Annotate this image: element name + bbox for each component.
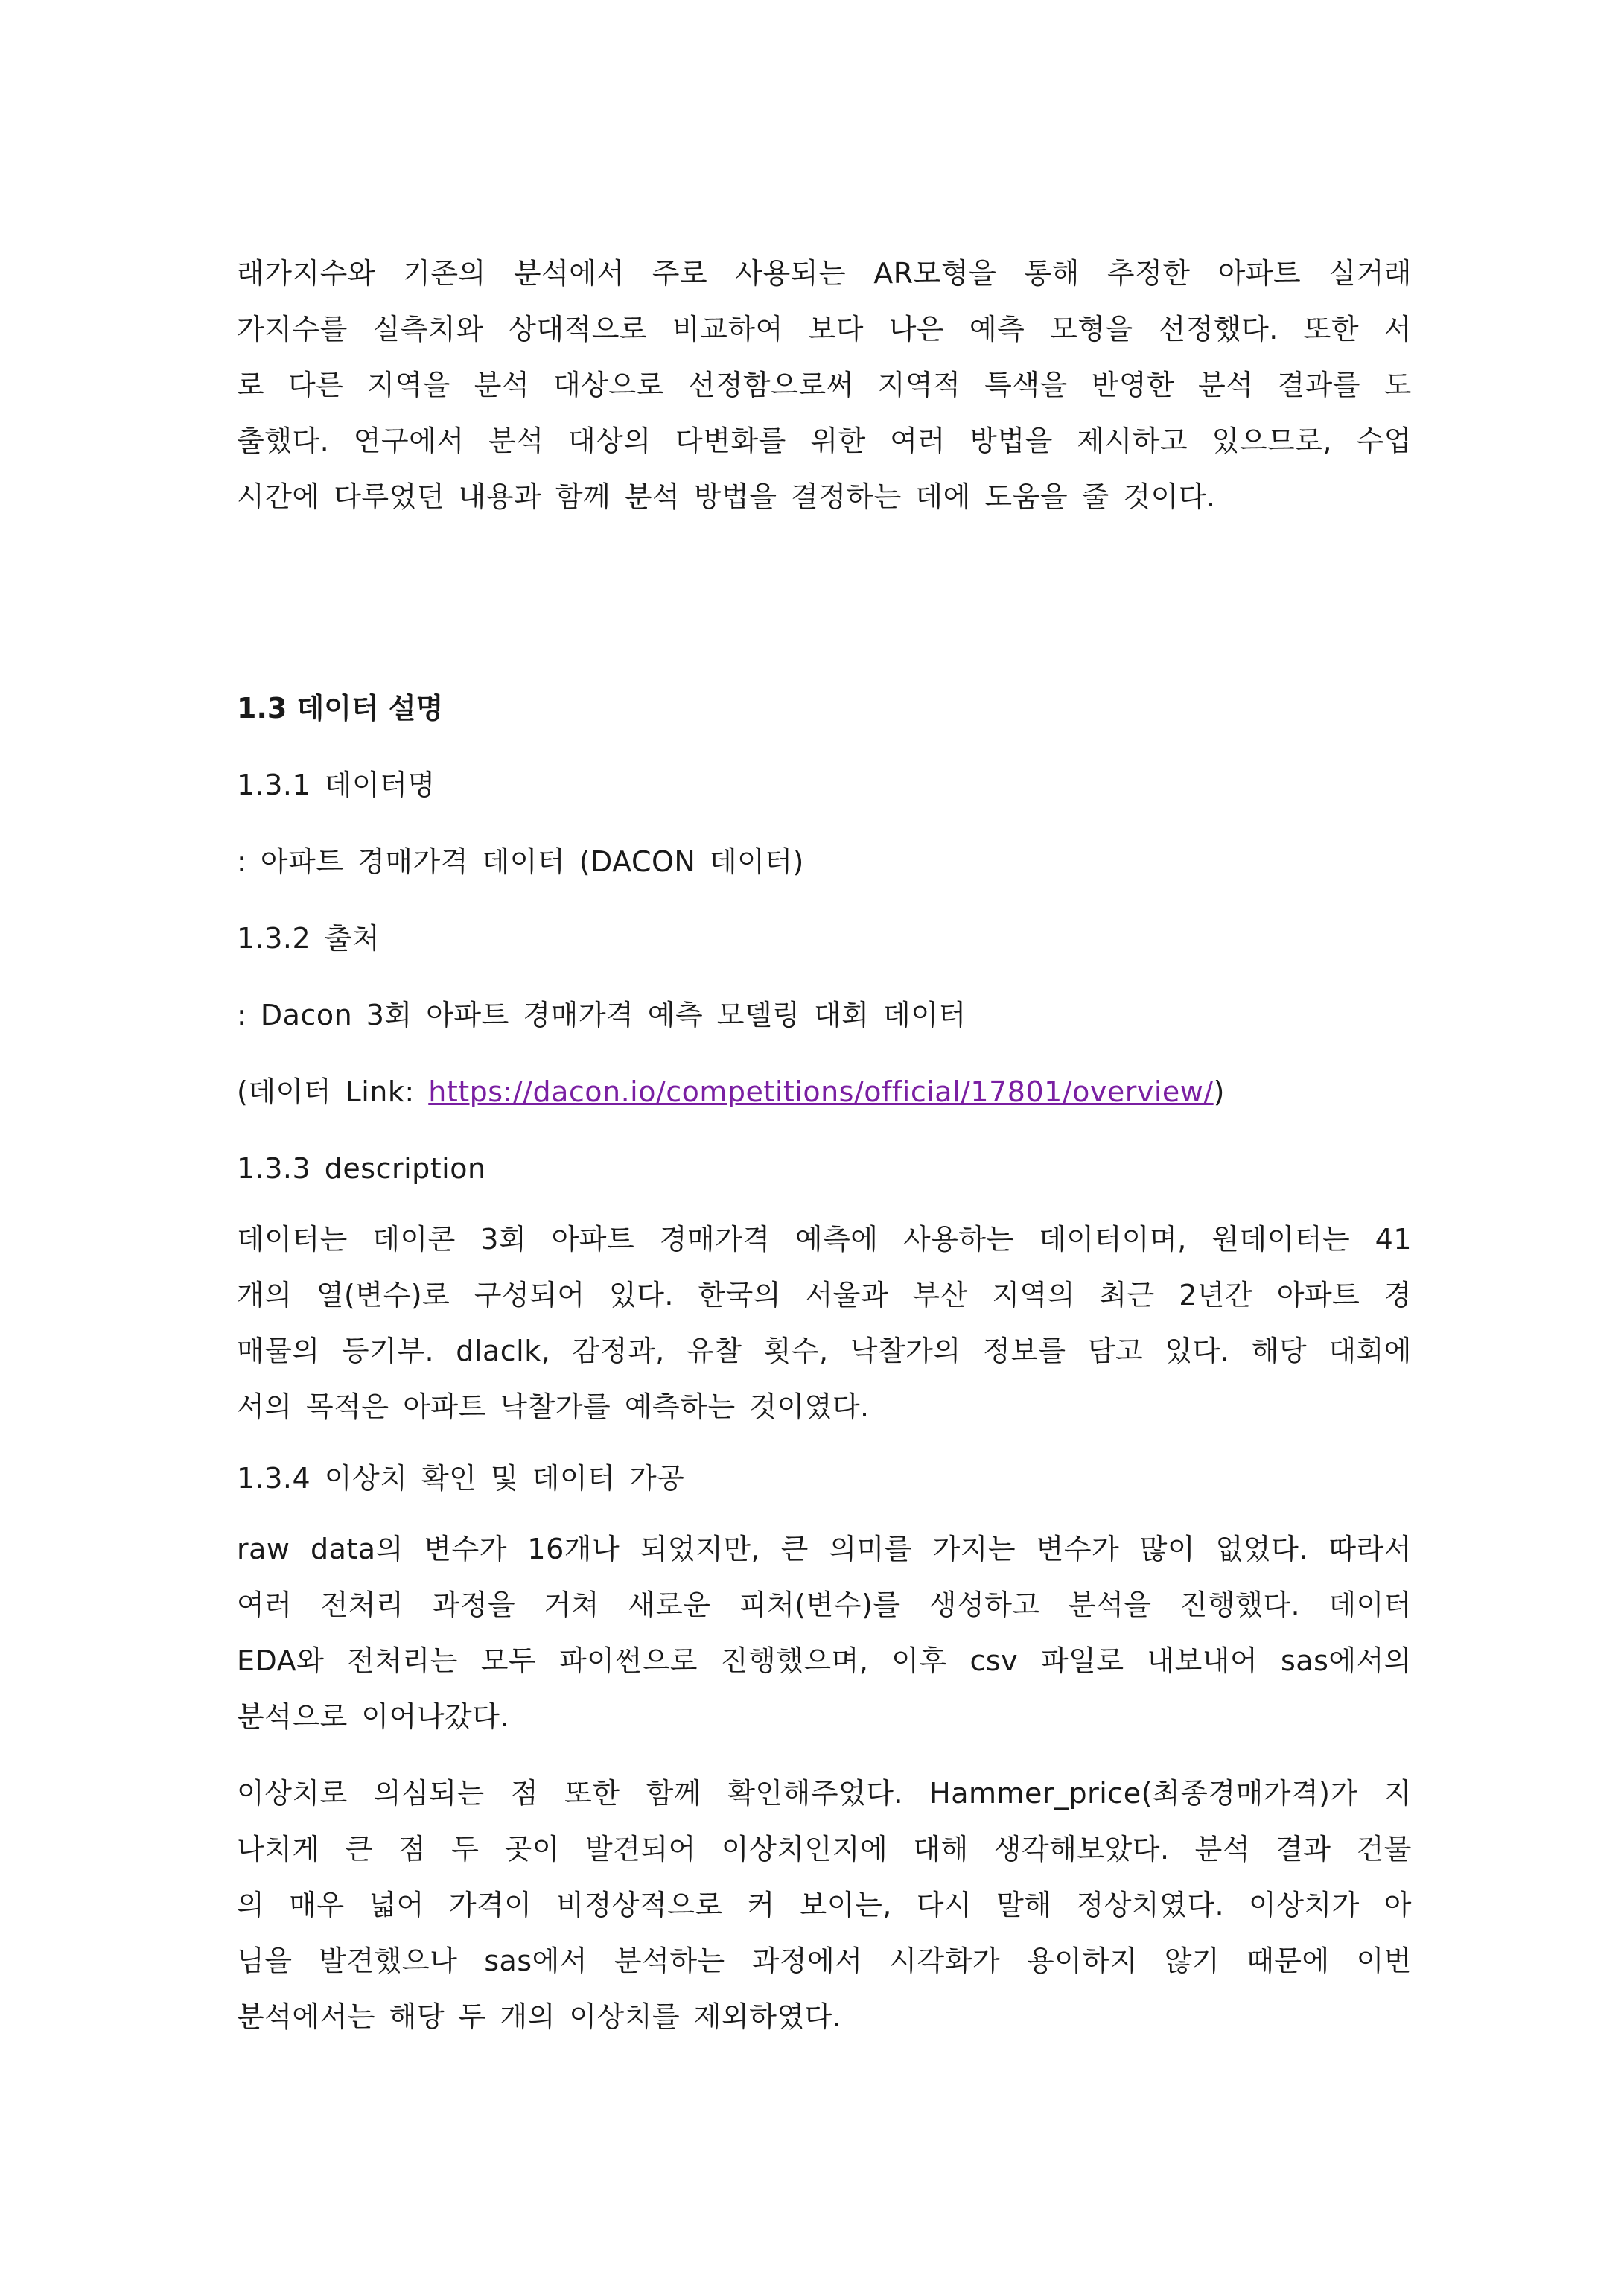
intro-line: 출했다. 연구에서 분석 대상의 다변화를 위한 여러 방법을 제시하고 있으므로, 수업 [237, 424, 1412, 457]
outliers-line: raw data의 변수가 16개나 되었지만, 큰 의미를 가지는 변수가 많이 없었다. 따라서 [237, 1533, 1412, 1565]
outliers-line: 이상치로 의심되는 점 또한 함께 확인해주었다. Hammer_price(최종경매가격)가 지 [237, 1777, 1412, 1810]
subsection-text-source: : Dacon 3회 아파트 경매가격 예측 모델링 대회 데이터 [237, 999, 967, 1031]
description-line: 매물의 등기부. dlaclk, 감정과, 유찰 횟수, 낙찰가의 정보를 담고 있다. 해당 대회에 [237, 1335, 1412, 1367]
outliers-line: 나치게 큰 점 두 곳이 발견되어 이상치인지에 대해 생각해보았다. 분석 결과 건물 [237, 1833, 1412, 1866]
outliers-line: 분석에서는 해당 두 개의 이상치를 제외하였다. [237, 2000, 842, 2033]
intro-line: 시간에 다루었던 내용과 함께 분석 방법을 결정하는 데에 도움을 줄 것이다. [237, 480, 1216, 513]
section-title: 1.3 데이터 설명 [237, 692, 444, 725]
intro-line: 래가지수와 기존의 분석에서 주로 사용되는 AR모형을 통해 추정한 아파트 실거래 [237, 257, 1412, 290]
outliers-line: EDA와 전처리는 모두 파이썬으로 진행했으며, 이후 csv 파일로 내보내어 sas에서의 [237, 1644, 1412, 1677]
description-line: 데이터는 데이콘 3회 아파트 경매가격 예측에 사용하는 데이터이며, 원데이터는 41 [237, 1223, 1412, 1256]
subsection-text-data-name: : 아파트 경매가격 데이터 (DACON 데이터) [237, 845, 804, 878]
intro-line: 가지수를 실측치와 상대적으로 비교하여 보다 나은 예측 모형을 선정했다. 또한 서 [237, 313, 1412, 346]
outliers-line: 의 매우 넓어 가격이 비정상적으로 커 보이는, 다시 말해 정상치였다. 이상치가 아 [237, 1889, 1412, 1921]
subsection-title-outliers: 1.3.4 이상치 확인 및 데이터 가공 [237, 1462, 685, 1495]
description-line: 서의 목적은 아파트 낙찰가를 예측하는 것이였다. [237, 1390, 870, 1423]
outliers-line: 여러 전처리 과정을 거쳐 새로운 피처(변수)를 생성하고 분석을 진행했다. 데이터 [237, 1589, 1412, 1621]
intro-paragraph [237, 246, 1412, 525]
intro-line: 로 다른 지역을 분석 대상으로 선정함으로써 지역적 특색을 반영한 분석 결과를 도 [237, 369, 1412, 401]
outliers-line: 분석으로 이어나갔다. [237, 1700, 510, 1733]
document-page [237, 246, 1412, 2045]
link-prefix: (데이터 Link: [237, 1075, 429, 1108]
outliers-paragraph-1 [237, 1521, 1412, 1745]
dacon-link[interactable]: https://dacon.io/competitions/official/17801/overview/ [428, 1075, 1214, 1108]
outliers-line: 님을 발견했으나 sas에서 분석하는 과정에서 시각화가 용이하지 않기 때문에 이번 [237, 1944, 1412, 1977]
outliers-paragraph-2 [237, 1766, 1412, 2045]
subsection-title-description: 1.3.3 description [237, 1152, 486, 1185]
source-link-line [237, 1069, 1412, 1114]
description-line: 개의 열(변수)로 구성되어 있다. 한국의 서울과 부산 지역의 최근 2년간 아파트 경 [237, 1279, 1412, 1311]
subsection-title-source: 1.3.2 출처 [237, 922, 380, 955]
subsection-title-data-name: 1.3.1 데이터명 [237, 769, 436, 801]
description-paragraph [237, 1212, 1412, 1435]
link-suffix: ) [1213, 1075, 1225, 1108]
